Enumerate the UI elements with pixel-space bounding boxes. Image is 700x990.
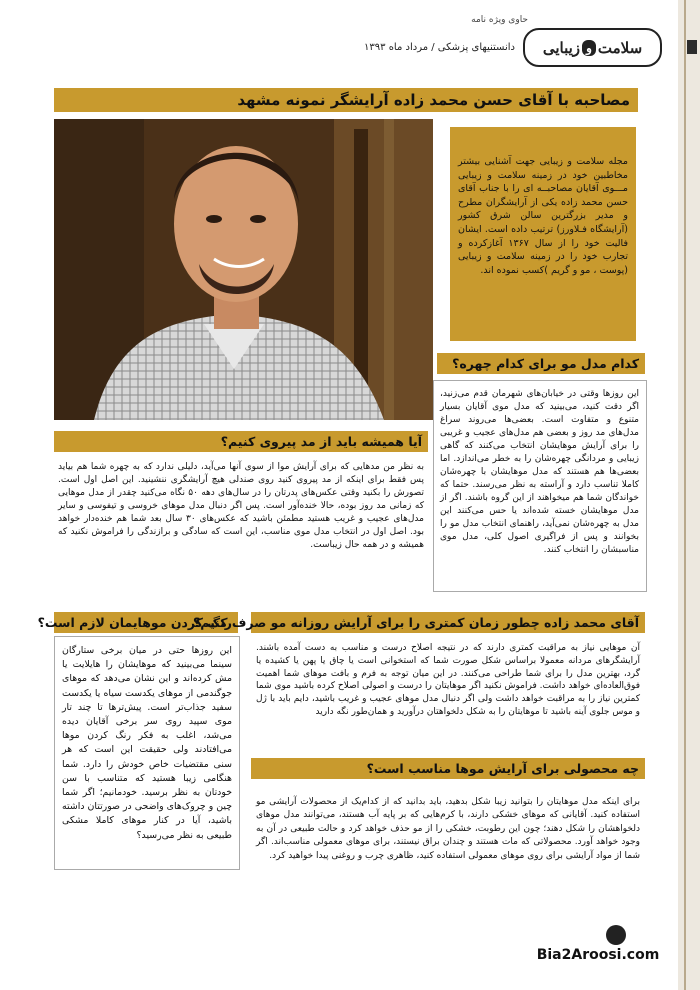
logo-word-1: سلامت: [597, 38, 643, 57]
edge-line: [684, 0, 686, 990]
heading-daily-time: آقای محمد زاده چطور زمان کمتری را برای آرایش روزانه مو صرف کنیم؟: [193, 615, 639, 630]
title-bar: [54, 88, 638, 112]
heading-face-shape: کدام مدل مو برای کدام چهره؟: [452, 356, 639, 371]
body-follow-fashion: به نظر من مدهایی که برای آرایش موا از سوی آنها می‌آید، دلیلی ندارد که به چهره شما هم بیاید پس فقط برای اینکه از مد پیروی کنید روی صندلی هیچ آرایشگری ننشینید. این اصل اول است. تصورش را بکنید وقتی عکس‌های پدرتان را در سال‌های دهه ۵۰ نگاه می‌کنید چقدر از مدل موهایی که زمانی مد روز بوده، حالا خنده‌آور است. پس اگر دنبال مدل موهای خروسی و تیفوسی و سایر مدل‌های عجیب و غریب هستید مطمئن باشید که عکس‌های ۳۰ سال بعد شما هم خنده‌دار خواهد بود. اصل اول در انتخاب مدل موی مناسب، این است که سادگی و برازندگی را فراموش نکنید که همیشه و در همه حال زیباست.: [58, 462, 424, 550]
intro-box: [450, 127, 636, 341]
body-daily-time: آن موهایی نیاز به مراقبت کمتری دارند که در نتیجه اصلاح درست و مناسب به دست آمده باشند. آرایشگرهای مردانه معمولا براساس شکل صورت شما که استخوانی است یا چاق یا پهن یا کشیده یا گرد، بهترین مدل را برای شما طراحی می‌کنند. در این میان توجه به فرم و بافت موهای شما اهمیت فوق‌العاده‌ای خواهد داشت. فراموش نکنید اگر موهایتان را درست و اصولی اصلاح کرده باشید موی شما کمترین نیاز را به مراقبت خواهد داشت ولی اگر دنبال مدل موهای عجیب و غریب باشید، دایم باید با ژل و موس جلوی آینه باشید تا موهایتان را به شکل دلخواهتان درآورید و همان‌طور نگه دارید: [256, 643, 640, 717]
edge-mark: [687, 40, 697, 54]
magazine-logo: [523, 28, 662, 67]
page-title: مصاحبه با آقای حسن محمد زاده آرایشگر نمونه مشهد: [237, 91, 630, 109]
section-heading-bar: [193, 612, 645, 633]
footer-watermark[interactable]: Bia2Aroosi.com: [536, 947, 660, 963]
portrait-illustration: [54, 119, 433, 420]
body-hair-product: برای اینکه مدل موهایتان را بتوانید زیبا شکل بدهید، باید بدانید که از کدام‌یک از محصولات آرایشی مو استفاده کنید. آقایانی که موهای خشکی دارند، با کرم‌هایی که بر پایه آب هستند، می‌توانند مدل موهای دلخواهشان را شکل دهند؛ چون این رطوبت، خشکی را از مو حذف خواهد کرد و حالت طبیعی در آن به وجود خواهد آورد. محصولاتی که مات هستند و چندان براق نیستند، برای موهای معمولی مناسب‌اند. اگر شما از مواد آرایشی برای روی موهای معمولی استفاده کنید، ظاهری چرب و روغنی پیدا خواهید کرد.: [256, 797, 640, 861]
header-small-text: حاوی ویژه نامه: [471, 15, 528, 25]
logo-word-3: زیبایی: [542, 38, 581, 57]
section-heading-bar: [54, 431, 428, 452]
body-hair-color: این روزها حتی در میان برخی ستارگان سینما می‌بینید که موهایشان را هایلایت یا مش کرده‌اند و این نشان می‌دهد که موهای جوگندمی از موهای یکدست سیاه یا یکدست سفید جذاب‌تر است. پیش‌ترها تا چند تار موی سپید روی سر برخی آقایان دیده می‌شد، اغلب به فکر رنگ کردن موها می‌افتادند ولی حقیقت این است که هر سنی مقتضیات خاص خودش را دارد. شما هنگامی زیبا هستید که متناسب با سن خودتان به نظر برسید. خودمانیم؛ اگر شما چین و چروک‌های واضحی در صورتتان داشته باشید، آیا در کنار موهای کاملا مشکی طبیعی به نظر می‌رسید؟: [62, 645, 232, 841]
heading-follow-fashion: آیا همیشه باید از مد پیروی کنیم؟: [220, 434, 422, 449]
section-heading-bar: [251, 758, 645, 779]
section-heading-bar: [437, 353, 645, 374]
header-subtitle: دانستنیهای پزشکی / مرداد ماه ۱۳۹۳: [364, 42, 515, 53]
logo-word-2: و: [582, 40, 596, 56]
page-edge: [678, 0, 700, 990]
intro-text: مجله سلامت و زیبایی جهت آشنایی بیشتر مخاطبین خود در زمینه سلامت و زیبایی مـــوی آقایان مصاحبــه ای را با جناب آقای حسن محمد زاده یکی از آرایشگران مطرح و مدیر بزرگترین سالن شرق کشور (آرایشگاه فـلاورز) ترتیب داده است. ایشان فالیت خود را از سال ۱۳۶۷ آغازکرده و تجارب خود را در زمینه سلامت و زیبایی (پوست ، مو و گریم )کسب نموده اند.: [458, 156, 628, 276]
page-number-marker: [606, 925, 626, 945]
portrait-photo: [54, 119, 433, 420]
heading-hair-product: چه محصولی برای آرایش موها مناسب است؟: [366, 761, 639, 776]
heading-hair-color: رنگ کردن موهایمان لازم است؟: [37, 615, 232, 630]
body-face-shape: این روزها وقتی در خیابان‌های شهرمان قدم می‌زنید، اگر دقت کنید، می‌بینید که مدل موی آقایان بسیار متنوع و متفاوت است. بعضی‌ها می‌روند سراغ مدل‌های مد روز و بعضی هم مدل‌های عجیب و غریبی را برای آرایش موهایشان انتخاب می‌کنند که گاهی زیبایی و مردانگی چهره‌شان را به خطر می‌اندازد. اما بعضی‌ها هم هستند که مدل موهایشان با چهره‌شان کاملا تناسب دارد و آراسته به نظر می‌رسند. حتما که خواندگان شما هم میخواهند از این گروه باشند. اگر از مدل موهایشان خسته شده‌اند یا حس می‌کنند این مدل به چهره‌شان نمی‌آید، راهنمای انتخاب مدل مو را بخوانند و پس از فراگیری اصول کلی، مدل موی مناسبشان را انتخاب کنند.: [440, 389, 639, 555]
